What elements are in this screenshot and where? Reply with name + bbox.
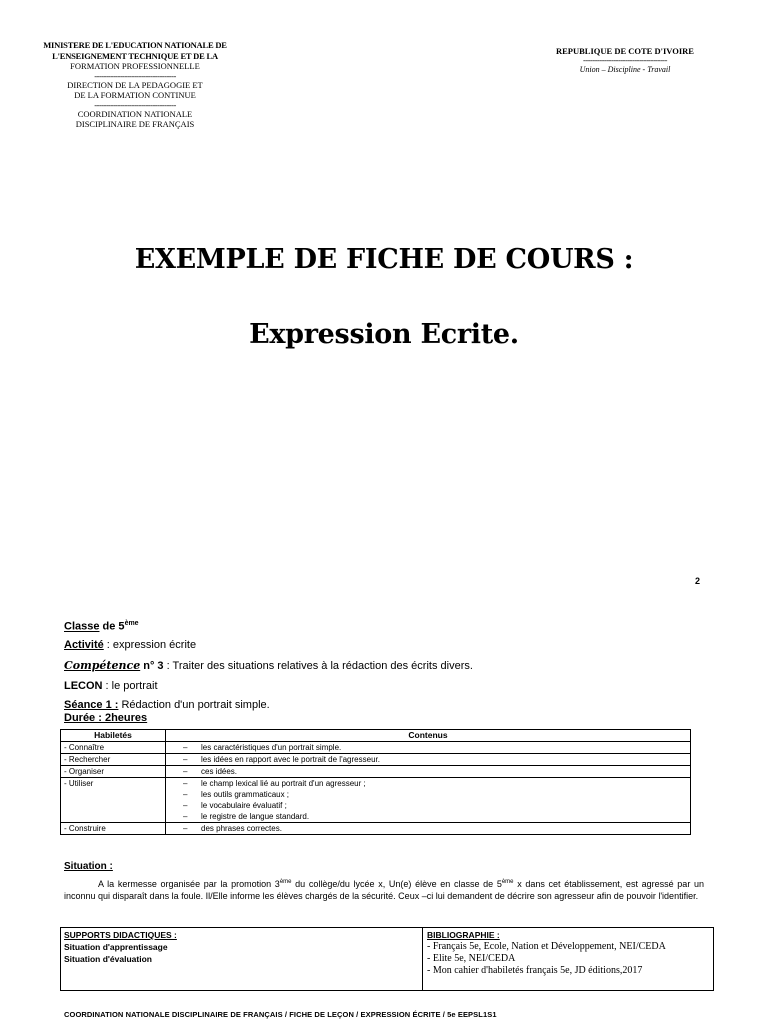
coordination-line-2: DISCIPLINAIRE DE FRANÇAIS — [75, 119, 195, 129]
header-contenus: Contenus — [166, 730, 691, 742]
support-item: Situation d'apprentissage — [64, 942, 168, 952]
bibliographie-header: BIBLIOGRAPHIE : — [427, 930, 500, 940]
lecon-value: : le portrait — [102, 680, 158, 692]
activite-label: Activité — [64, 639, 104, 651]
seance-label: Séance 1 : — [64, 699, 119, 711]
duree-label: Durée : 2heures — [64, 712, 148, 724]
content-item: les caractéristiques d'un portrait simple. — [201, 743, 342, 752]
seance-line — [64, 699, 270, 711]
competence-value: : Traiter des situations relatives à la rédaction des écrits divers. — [163, 660, 473, 672]
bibliographie — [424, 928, 713, 990]
ministry-line-3: FORMATION PROFESSIONNELLE — [70, 61, 200, 71]
table-row — [61, 754, 691, 766]
activite-value: : expression écrite — [103, 639, 197, 651]
ministry-line-1: MINISTERE DE L'EDUCATION NATIONALE DE — [43, 40, 227, 50]
skill-cell: - Utiliser — [61, 778, 166, 823]
classe-label: Classe — [64, 620, 100, 633]
document-title: EXEMPLE DE FICHE DE COURS : — [134, 244, 634, 275]
classe-line — [64, 620, 139, 633]
page-footer: COORDINATION NATIONALE DISCIPLINAIRE DE FRANÇAIS / FICHE DE LEÇON / EXPRESSION ÉCRITE / 5e EEPSL1S1 — [64, 1010, 497, 1019]
contents-cell — [166, 778, 691, 823]
direction-line-2: DE LA FORMATION CONTINUE — [74, 90, 196, 100]
supports-box — [60, 927, 714, 991]
supports-header: SUPPORTS DIDACTIQUES : — [64, 930, 177, 940]
seance-value: Rédaction d'un portrait simple. — [118, 699, 270, 711]
content-item: le registre de langue standard. — [201, 812, 310, 821]
coordination-line-1: COORDINATION NATIONALE — [77, 108, 193, 119]
supports-didactiques — [61, 928, 423, 990]
classe-sup: ème — [124, 620, 139, 627]
competence-label: Compétence — [64, 659, 141, 672]
situation-title: Situation : — [64, 861, 113, 872]
duree-line — [64, 712, 147, 724]
table-row — [61, 766, 691, 778]
situation-part-c: x dans cet établissement, est agressé par un inconnu qui disparaît dans la foule. Il/Elle informe les élèves chargés de la sécurité. Ceux –ci lui demandent de décrire son agresseur afin de pouvoir l'identifier. — [64, 879, 704, 901]
situation-text — [64, 877, 704, 902]
content-item: le vocabulaire évaluatif ; — [201, 801, 287, 810]
ministry-line-2: L'ENSEIGNEMENT TECHNIQUE ET DE LA — [52, 50, 218, 61]
document-subtitle: Expression Ecrite. — [249, 319, 519, 350]
content-item: des phrases correctes. — [201, 824, 282, 833]
page-number: 2 — [695, 576, 701, 586]
competence-line — [64, 659, 473, 672]
separator: ----------------------------------- — [94, 70, 176, 81]
content-item: ces idées. — [201, 767, 238, 776]
support-item: Situation d'évaluation — [64, 954, 152, 964]
direction-line-1: DIRECTION DE LA PEDAGOGIE ET — [67, 79, 203, 90]
contents-cell — [166, 823, 691, 835]
republic-header — [545, 46, 705, 75]
competence-number: n° 3 — [140, 660, 164, 672]
biblio-item: - Français 5e, Ecole, Nation et Développement, NEI/CEDA — [427, 941, 666, 952]
skill-cell: - Rechercher — [61, 754, 166, 766]
contents-cell — [166, 742, 691, 754]
contents-cell — [166, 766, 691, 778]
situation-sup-b: ème — [501, 879, 514, 885]
header-habiletes: Habiletés — [61, 730, 166, 742]
content-item: le champ lexical lié au portrait d'un agresseur ; — [201, 779, 366, 788]
content-item: les idées en rapport avec le portrait de l'agresseur. — [201, 755, 380, 764]
separator: ----------------------------------- — [94, 99, 176, 110]
table-row — [61, 778, 691, 823]
content-item: les outils grammaticaux ; — [201, 790, 290, 799]
ministry-header — [40, 40, 230, 130]
activite-line — [64, 639, 196, 651]
skill-cell: - Connaître — [61, 742, 166, 754]
biblio-item: - Elite 5e, NEI/CEDA — [427, 953, 516, 964]
republic-name: REPUBLIQUE DE COTE D'IVOIRE — [556, 46, 694, 56]
biblio-item: - Mon cahier d'habiletés français 5e, JD éditions,2017 — [427, 965, 643, 976]
habiletes-table — [60, 729, 691, 835]
national-motto: Union – Discipline - Travail — [579, 65, 671, 74]
contents-cell — [166, 754, 691, 766]
table-row — [61, 742, 691, 754]
table-row — [61, 823, 691, 835]
skill-cell: - Organiser — [61, 766, 166, 778]
separator: ------------------------------------ — [583, 55, 667, 65]
lecon-line — [64, 680, 158, 692]
situation-part-a: A la kermesse organisée par la promotion 3 — [98, 879, 280, 889]
skill-cell: - Construire — [61, 823, 166, 835]
lecon-label: LECON — [64, 680, 103, 692]
situation-part-b: du collège/du lycée x, Un(e) élève en classe de 5 — [291, 879, 502, 889]
situation-sup-a: ème — [279, 879, 292, 885]
table-header-row — [61, 730, 691, 742]
classe-value: de 5 — [99, 620, 125, 633]
